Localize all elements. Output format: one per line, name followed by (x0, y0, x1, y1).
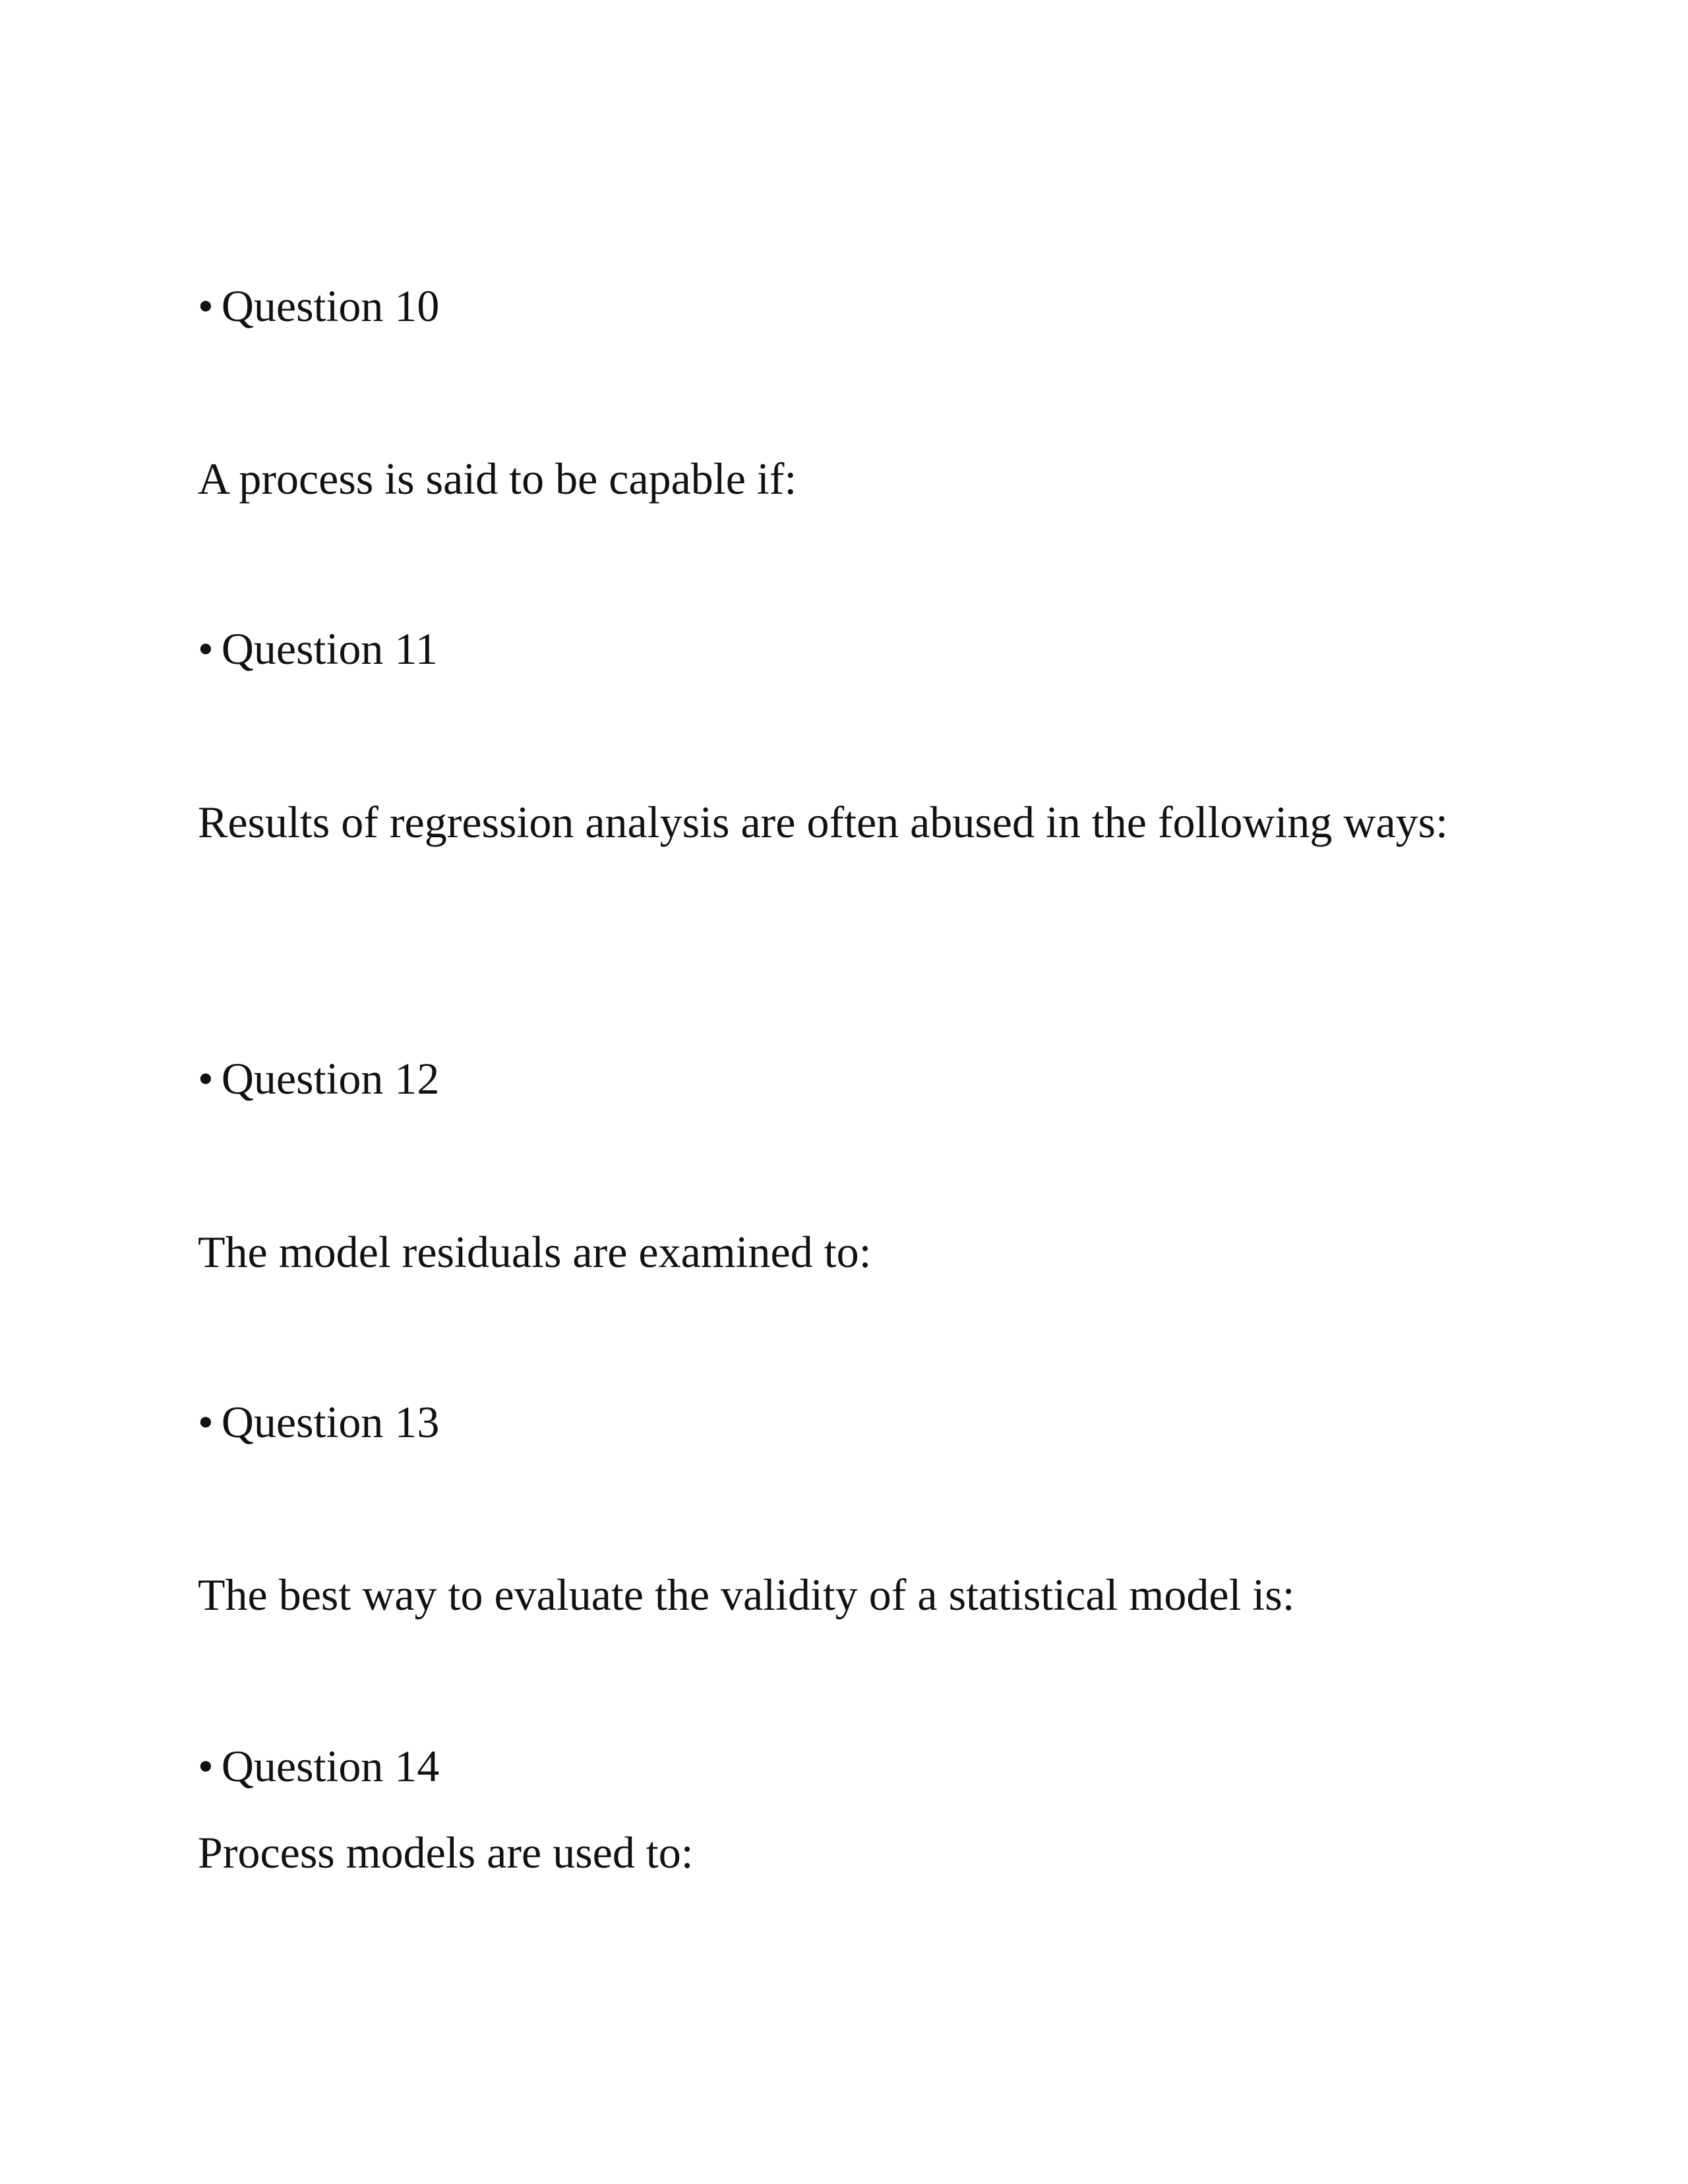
question-11-heading (198, 624, 438, 674)
question-12-prompt: The model residuals are examined to: (198, 1227, 872, 1277)
question-11-prompt: Results of regression analysis are often abused in the following ways: (198, 797, 1449, 847)
question-14-prompt: Process models are used to: (198, 1827, 694, 1877)
question-label: Question 13 (221, 1397, 440, 1447)
question-10-heading (198, 281, 440, 331)
question-10-prompt: A process is said to be capable if: (198, 454, 797, 504)
question-14-heading (198, 1741, 440, 1791)
question-label: Question 14 (221, 1741, 440, 1791)
bullet-icon: • (198, 1397, 214, 1447)
bullet-icon: • (198, 1741, 214, 1791)
bullet-icon: • (198, 624, 214, 674)
question-label: Question 11 (221, 624, 438, 674)
bullet-icon: • (198, 281, 214, 331)
question-13-heading (198, 1397, 440, 1447)
question-13-prompt: The best way to evaluate the validity of a statistical model is: (198, 1570, 1295, 1620)
question-label: Question 12 (221, 1053, 440, 1104)
question-label: Question 10 (221, 281, 440, 331)
bullet-icon: • (198, 1053, 214, 1104)
question-12-heading (198, 1053, 440, 1104)
